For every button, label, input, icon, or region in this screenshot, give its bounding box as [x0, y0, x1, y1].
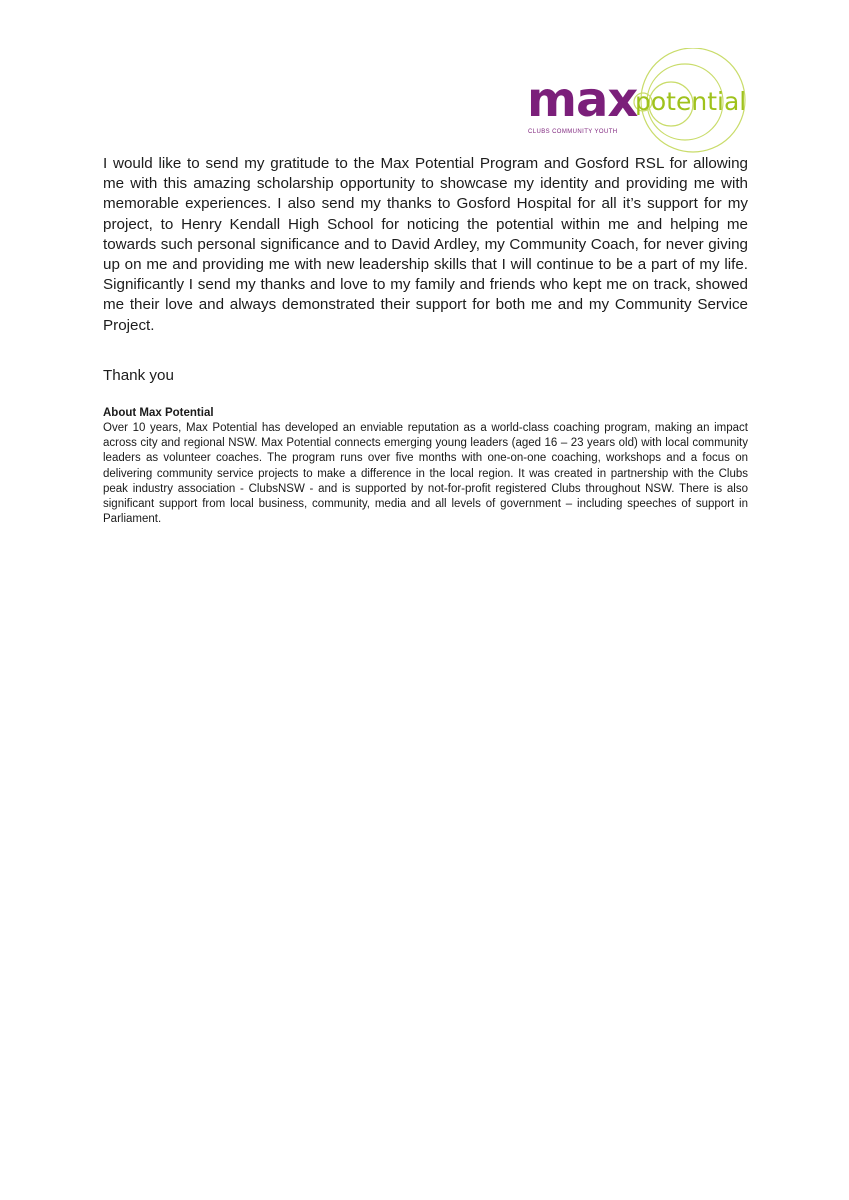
about-heading: About Max Potential: [103, 407, 214, 419]
max-potential-logo: [525, 48, 755, 158]
about-paragraph: Over 10 years, Max Potential has developed an enviable reputation as a world-class coaching program, making an impact across city and regional NSW. Max Potential connects emerging young leaders (aged 16 – 23 years old) with local community leaders as volunteer coaches. The program runs over five months with one-on-one coaching, workshops and a focus on delivering community service projects to make a difference in the local region. It was created in partnership with the Clubs peak industry association - ClubsNSW - and is supported by not-for-profit registered Clubs throughout NSW. There is also significant support from local business, community, media and all levels of government – including speeches of support in Parliament.: [103, 422, 748, 526]
logo-graphic: [525, 48, 755, 158]
letter-closing: Thank you: [103, 367, 174, 384]
logo-tagline: CLUBS COMMUNITY YOUTH: [528, 129, 618, 135]
logo-word-potential: potential: [635, 87, 747, 116]
letter-body: I would like to send my gratitude to the Max Potential Program and Gosford RSL for allowing me with this amazing scholarship opportunity to showcase my identity and providing me with memorable experiences. I also send my thanks to Gosford Hospital for all it’s support for my project, to Henry Kendall High School for noticing the potential within me and helping me towards such personal significance and to David Ardley, my Community Coach, for never giving up on me and providing me with new leadership skills that I will continue to be a part of my life. Significantly I send my thanks and love to my family and friends who kept me on track, showed me their love and always demonstrated their support for both me and my Community Service Project.: [103, 155, 748, 334]
logo-word-max: max: [527, 72, 638, 128]
